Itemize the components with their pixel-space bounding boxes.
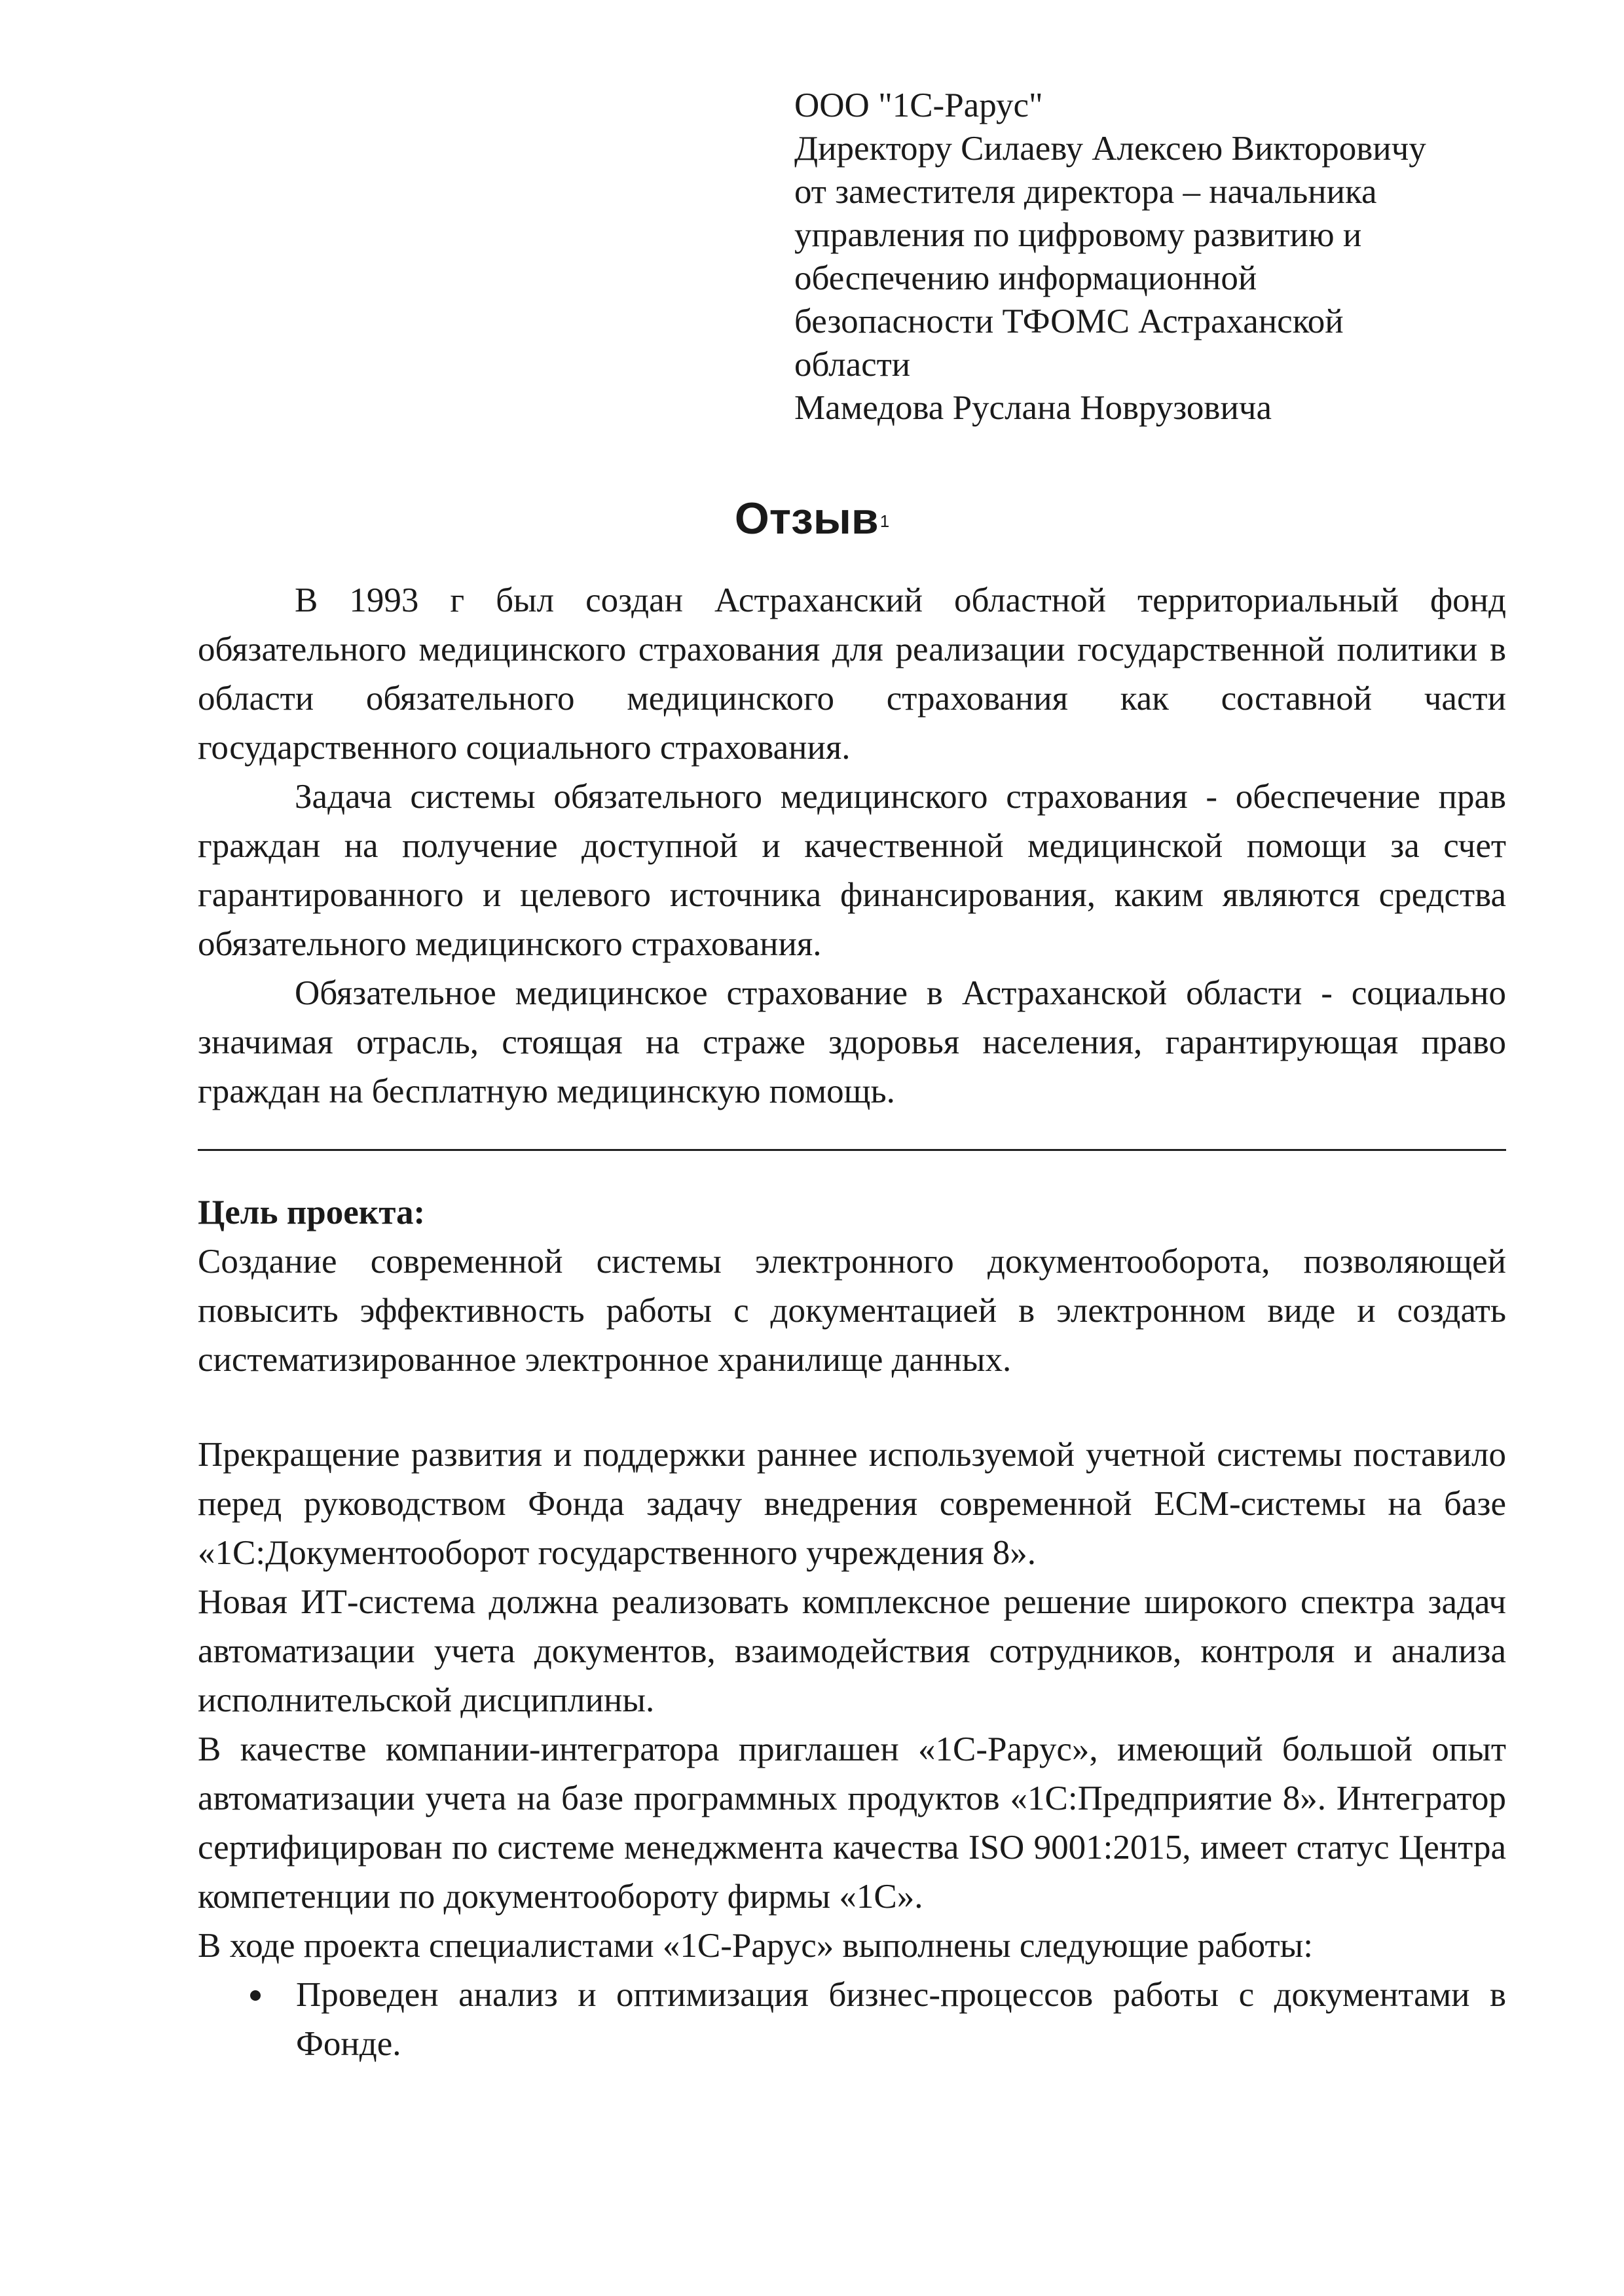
list-item-text: Проведен анализ и оптимизация бизнес-процессов работы с документами в Фонде. [296, 1976, 1506, 2063]
addressee-line: безопасности ТФОМС Астраханской [794, 302, 1344, 340]
addressee-line: управления по цифровому развитию и [794, 216, 1362, 254]
addressee-line: ООО "1С-Рарус" [794, 86, 1043, 124]
goal-text: Создание современной системы электронного документооборота, позволяющей повысить эффективность работы с документацией в электронном виде и создать систематизированное электронное хранилище данных. [198, 1243, 1506, 1379]
intro-section [198, 576, 1506, 1116]
footnote-mark: 1 [879, 511, 890, 531]
goal-section [198, 1188, 1506, 1385]
list-item [198, 1971, 1506, 2069]
intro-paragraph: Задача системы обязательного медицинского страхования - обеспечение прав граждан на получение доступной и качественной медицинской помощи за счет гарантированного и целевого источника финансирования, каким являются средства обязательного медицинского страхования. [198, 778, 1506, 963]
intro-paragraph: Обязательное медицинское страхование в Астраханской области - социально значимая отрасль, стоящая на страже здоровья населения, гарантирующая право граждан на бесплатную медицинскую помощь. [198, 974, 1506, 1110]
goal-heading: Цель проекта: [198, 1194, 426, 1231]
addressee-block [794, 84, 1547, 429]
addressee-line: от заместителя директора – начальника [794, 173, 1377, 211]
main-paragraph: В ходе проекта специалистами «1С-Рарус» выполнены следующие работы: [198, 1927, 1313, 1965]
bullet-dot-icon [250, 1990, 261, 2001]
section-divider [198, 1149, 1506, 1151]
main-paragraph: В качестве компании-интегратора приглашен «1С-Рарус», имеющий большой опыт автоматизации учета на базе программных продуктов «1С:Предприятие 8». Интегратор сертифицирован по системе менеджмента качества ISO 9001:2015, имеет статус Центра компетенции по документообороту фирмы «1С». [198, 1730, 1506, 1916]
main-paragraph: Новая ИТ-система должна реализовать комплексное решение широкого спектра задач автоматизации учета документов, взаимодействия сотрудников, контроля и анализа исполнительской дисциплины. [198, 1583, 1506, 1719]
addressee-line: Мамедова Руслана Новрузовича [794, 389, 1272, 427]
addressee-line: области [794, 346, 911, 384]
intro-paragraph: В 1993 г был создан Астраханский областной территориальный фонд обязательного медицинского страхования для реализации государственной политики в области обязательного медицинского страхования как составной части государственного социального страхования. [198, 581, 1506, 767]
document-title [0, 492, 1624, 545]
title-text: Отзыв [734, 494, 879, 543]
main-section [198, 1430, 1506, 2069]
work-list [198, 1971, 1506, 2069]
addressee-line: Директору Силаеву Алексею Викторовичу [794, 130, 1426, 168]
main-paragraph: Прекращение развития и поддержки раннее используемой учетной системы поставило перед руководством Фонда задачу внедрения современной ЕСМ-системы на базе «1С:Документооборот государственного учреждения 8». [198, 1436, 1506, 1572]
addressee-line: обеспечению информационной [794, 259, 1257, 297]
